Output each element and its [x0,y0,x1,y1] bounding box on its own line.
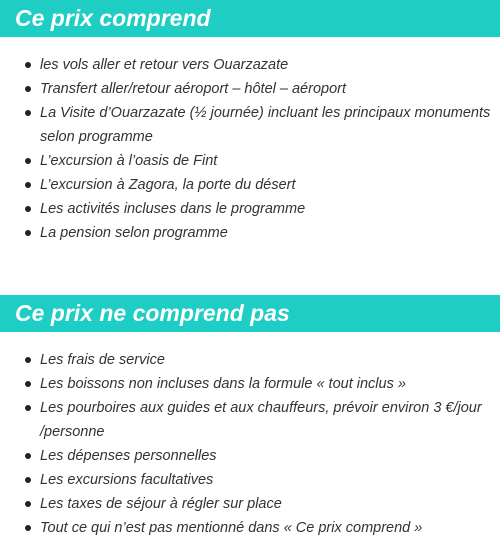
list-item-text: Les taxes de séjour à régler sur place [40,496,282,512]
bullet-icon [25,525,31,531]
bullet-icon [25,405,31,411]
bullet-icon [25,182,31,188]
list-item-text: Les excursions facultatives [40,472,214,488]
list-item [0,444,500,468]
list-item [0,516,500,540]
bullet-icon [25,86,31,92]
list-item-text: Les boissons non incluses dans la formule « tout inclus » [40,376,406,392]
bullet-icon [25,158,31,164]
list-item-text: les vols aller et retour vers Ouarzazate [40,57,289,73]
list-item-text: La Visite d’Ouarzazate (½ journée) incluant les principaux monuments selon programme [40,105,491,145]
list-item [0,221,500,245]
list-item-text: Tout ce qui n’est pas mentionné dans « Ce prix comprend » [40,520,423,536]
list-item-text: Les pourboires aux guides et aux chauffeurs, prévoir environ 3 €/jour /personne [40,400,482,440]
bullet-icon [25,477,31,483]
price-excludes-list [0,332,500,540]
list-item-text: Les activités incluses dans le programme [40,201,306,217]
price-excludes-section [0,295,500,540]
bullet-icon [25,206,31,212]
list-item [0,396,500,444]
bullet-icon [25,62,31,68]
bullet-icon [25,357,31,363]
bullet-icon [25,381,31,387]
list-item-text: La pension selon programme [40,225,228,241]
list-item [0,197,500,221]
list-item [0,372,500,396]
list-item [0,348,500,372]
bullet-icon [25,453,31,459]
list-item-text: Transfert aller/retour aéroport – hôtel – aéroport [40,81,347,97]
price-includes-section [0,0,500,245]
list-item-text: Les dépenses personnelles [40,448,217,464]
list-item [0,492,500,516]
list-item-text: Les frais de service [40,352,165,368]
bullet-icon [25,501,31,507]
price-includes-heading: Ce prix comprend [0,0,500,37]
price-excludes-heading: Ce prix ne comprend pas [0,295,500,332]
list-item [0,101,500,149]
bullet-icon [25,230,31,236]
bullet-icon [25,110,31,116]
list-item-text: L’excursion à Zagora, la porte du désert [40,177,296,193]
list-item [0,53,500,77]
list-item [0,77,500,101]
price-includes-list [0,37,500,245]
list-item [0,173,500,197]
list-item [0,468,500,492]
list-item-text: L’excursion à l’oasis de Fint [40,153,218,169]
list-item [0,149,500,173]
